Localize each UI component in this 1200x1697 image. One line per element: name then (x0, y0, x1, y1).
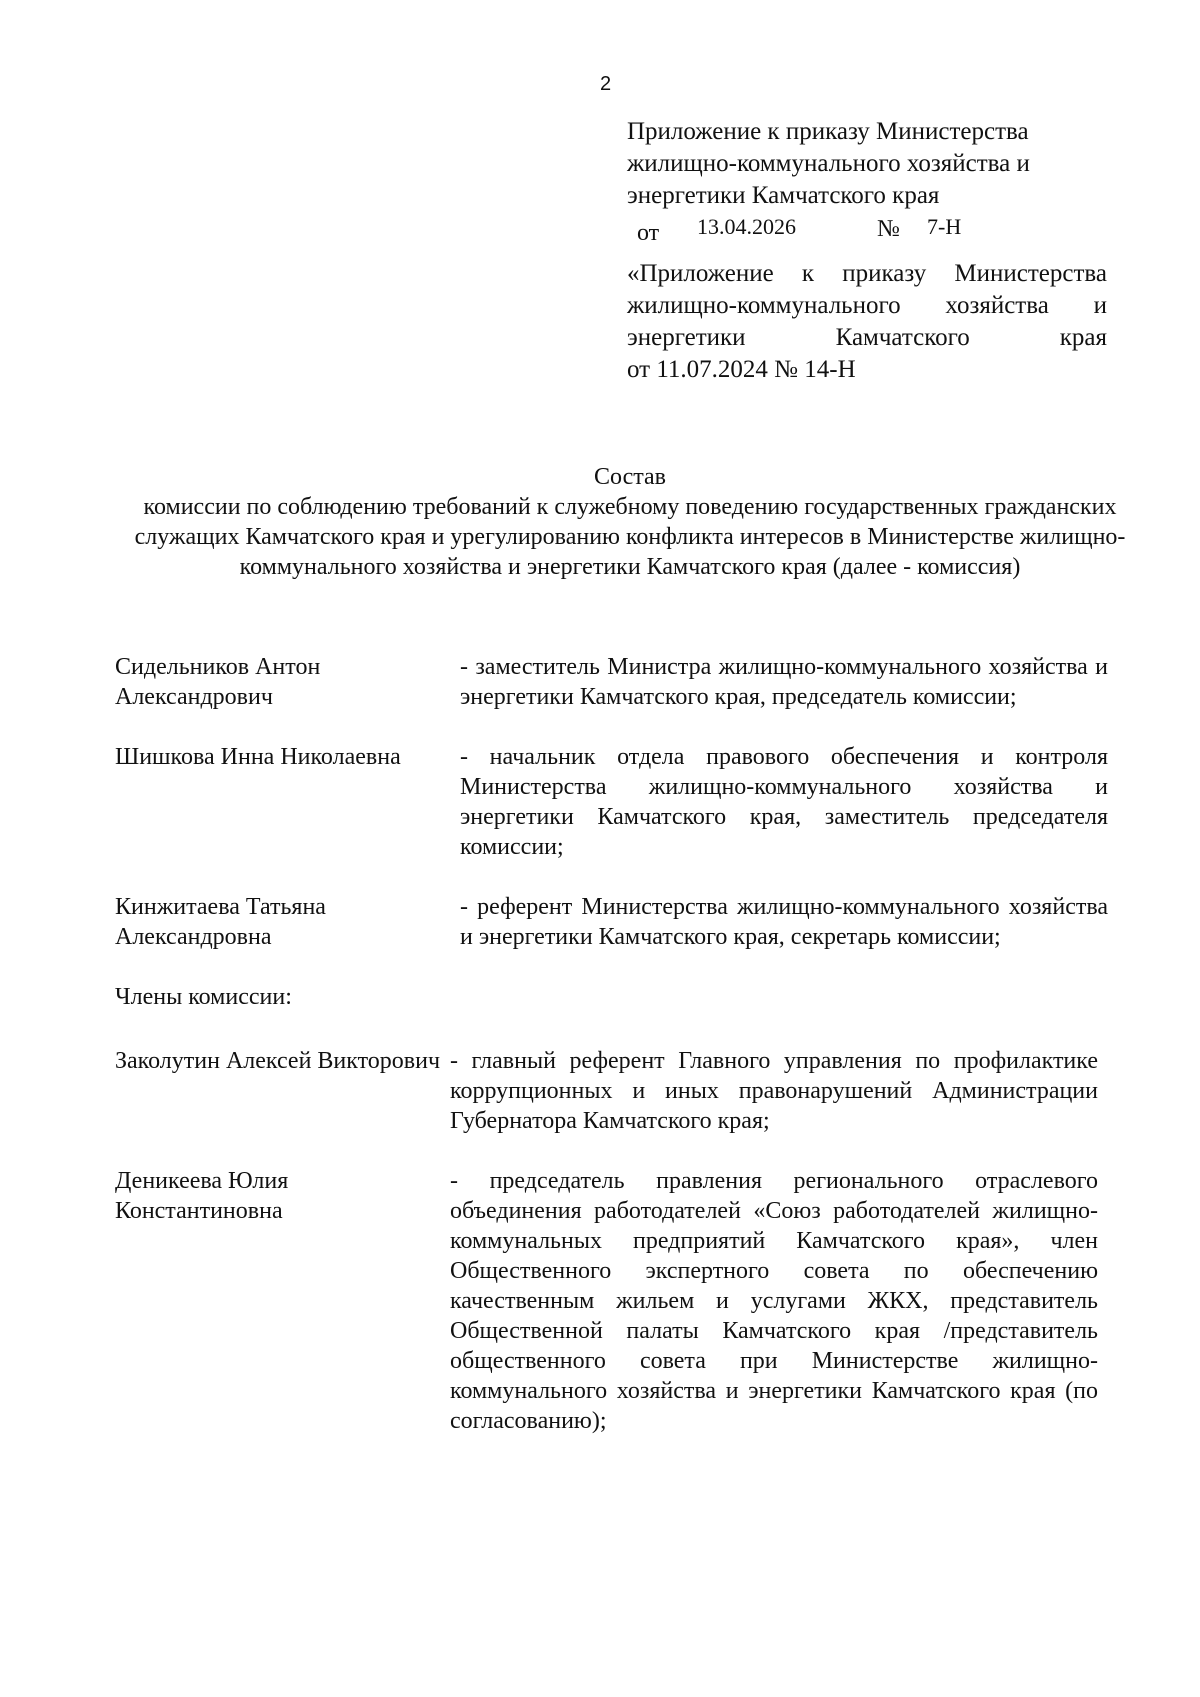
member-role: - председатель правления регионального отраслевого объединения работодателей «Союз работодателей жилищно-коммунальных предприятий Камчатского края», член Общественного экспертного совета по обеспечению качественным жильем и услугами ЖКХ, представитель Общественной палаты Камчатского края /представитель общественного совета при Министерстве жилищно-коммунального хозяйства и энергетики Камчатского края (по согласованию); (450, 1168, 1098, 1434)
amended-order-reference: от 11.07.2024 № 14-Н (627, 356, 856, 383)
member-name: Заколутин Алексей Викторович (115, 1048, 441, 1074)
member-role: - референт Министерства жилищно-коммунального хозяйства и энергетики Камчатского края, секретарь комиссии; (460, 894, 1108, 950)
member-role: - начальник отдела правового обеспечения и контроля Министерства жилищно-коммунального хозяйства и энергетики Камчатского края, заместитель председателя комиссии; (460, 744, 1108, 860)
commission-members (115, 652, 1115, 1466)
composition-heading: Состав (593, 464, 667, 490)
member-row (115, 892, 1115, 952)
member-name: Сидельников Антон Александрович (115, 654, 321, 710)
order-number-label: № (877, 216, 900, 242)
page-number: 2 (600, 73, 612, 95)
order-number: 7-Н (927, 214, 962, 239)
member-name: Деникеева Юлия Константиновна (115, 1168, 289, 1224)
composition-title-block (110, 462, 1150, 582)
order-from-label: от (637, 220, 660, 246)
order-date: 13.04.2026 (697, 214, 796, 239)
member-name: Шишкова Инна Николаевна (115, 744, 401, 770)
composition-subtitle: комиссии по соблюдению требований к служебному поведению государственных гражданских служащих Камчатского края и урегулированию конфликта интересов в Министерстве жилищно-коммунального хозяйства и энергетики Камчатского края (далее - комиссия) (134, 494, 1126, 580)
member-role: - заместитель Министра жилищно-коммунального хозяйства и энергетики Камчатского края, председатель комиссии; (460, 654, 1108, 710)
member-row (115, 652, 1115, 712)
member-name: Кинжитаева Татьяна Александровна (115, 894, 326, 950)
appendix-title: Приложение к приказу Министерства жилищно-коммунального хозяйства и энергетики Камчатского края (627, 118, 1030, 209)
member-row (115, 1166, 1115, 1436)
amended-appendix-title: «Приложение к приказу Министерства жилищно-коммунального хозяйства и энергетики Камчатского края (627, 260, 1107, 351)
member-row (115, 742, 1115, 862)
member-row (115, 1046, 1115, 1136)
members-label: Члены комиссии: (115, 984, 292, 1010)
member-role: - главный референт Главного управления по профилактике коррупционных и иных правонарушений Администрации Губернатора Камчатского края; (450, 1048, 1098, 1134)
appendix-header (627, 116, 1107, 386)
order-reference (627, 212, 1107, 246)
